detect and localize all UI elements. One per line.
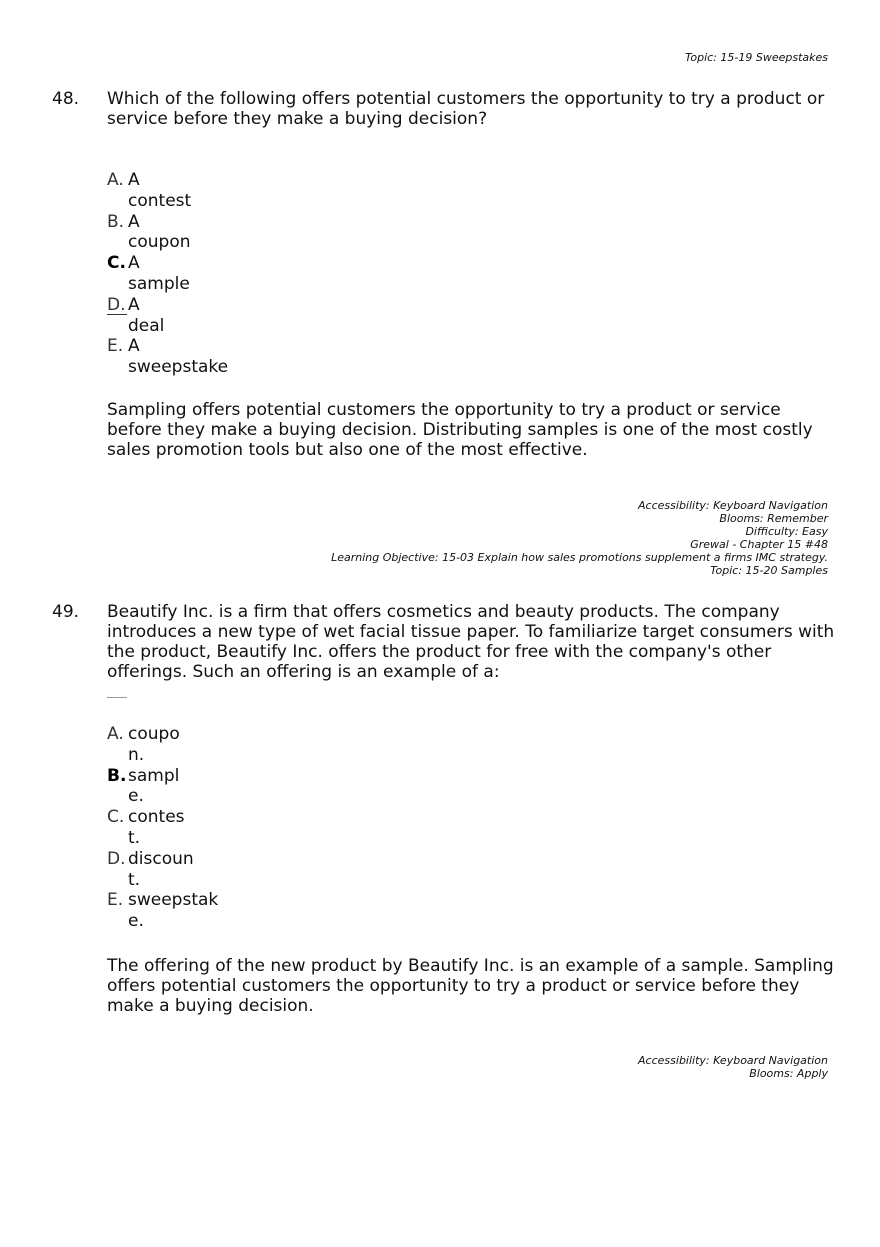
option-c-correct[interactable] bbox=[107, 253, 228, 295]
answer-blank-mark bbox=[107, 314, 127, 315]
option-text: coupo bbox=[128, 724, 180, 744]
option-text-continued: n. bbox=[128, 744, 145, 765]
option-e[interactable] bbox=[107, 890, 218, 932]
option-text: A bbox=[128, 253, 140, 274]
learning-objective-label: Learning Objective: 15-03 Explain how sales promotions supplement a firms IMC strategy. bbox=[331, 551, 828, 564]
option-text: A bbox=[128, 336, 140, 357]
option-letter: A. bbox=[107, 170, 124, 190]
previous-question-topic bbox=[685, 51, 828, 64]
question-49-stem: Beautify Inc. is a firm that offers cosmetics and beauty products. The company introduces a new type of wet facial tissue paper. To familiarize target consumers with the product, Beautify Inc. offers the product for free with the company's other offerings. Such an offering is an example of a: bbox=[107, 602, 835, 682]
option-d[interactable] bbox=[107, 849, 218, 891]
blooms-label: Blooms: Apply bbox=[749, 1067, 828, 1080]
option-letter: A. bbox=[107, 724, 124, 744]
question-49-metadata bbox=[638, 1054, 828, 1080]
option-text-continued: sweepstake bbox=[128, 357, 229, 378]
question-48-stem: Which of the following offers potential customers the opportunity to try a product or service before they make a buying decision? bbox=[107, 89, 825, 129]
option-text: contes bbox=[128, 807, 185, 828]
option-letter: B. bbox=[107, 211, 125, 232]
option-text: A bbox=[128, 170, 140, 190]
option-letter: D. bbox=[107, 848, 126, 869]
option-text-continued: deal bbox=[128, 315, 165, 336]
option-text: A bbox=[128, 211, 140, 232]
option-text-continued: e. bbox=[128, 911, 144, 932]
question-49-options bbox=[107, 724, 218, 932]
option-letter-correct: C. bbox=[107, 253, 126, 274]
option-letter-correct: B. bbox=[107, 765, 127, 786]
option-letter: C. bbox=[107, 807, 125, 828]
option-text-continued: e. bbox=[128, 786, 144, 807]
option-text: A bbox=[128, 294, 140, 315]
option-text-continued: contest bbox=[128, 190, 192, 211]
option-text: sweepstak bbox=[128, 890, 219, 911]
option-a[interactable] bbox=[107, 170, 228, 212]
blooms-label: Blooms: Remember bbox=[719, 512, 828, 525]
option-text-continued: t. bbox=[128, 827, 141, 848]
option-e[interactable] bbox=[107, 336, 228, 378]
option-text-continued: sample bbox=[128, 273, 190, 294]
option-b[interactable] bbox=[107, 212, 228, 254]
question-48-metadata bbox=[331, 499, 828, 577]
question-48-number: 48. bbox=[52, 89, 80, 109]
option-text: sampl bbox=[128, 765, 180, 786]
option-c[interactable] bbox=[107, 807, 218, 849]
option-d[interactable] bbox=[107, 295, 228, 337]
accessibility-label: Accessibility: Keyboard Navigation bbox=[638, 1054, 828, 1067]
option-b-correct[interactable] bbox=[107, 766, 218, 808]
question-48-explanation: Sampling offers potential customers the opportunity to try a product or service before they make a buying decision. Distributing samples is one of the most costly sales promotion tools but also one of the most effective. bbox=[107, 400, 813, 460]
option-letter: D. bbox=[107, 294, 126, 315]
accessibility-label: Accessibility: Keyboard Navigation bbox=[638, 499, 828, 512]
topic-label: Topic: 15-20 Samples bbox=[710, 564, 828, 577]
option-text-continued: coupon bbox=[128, 232, 191, 253]
topic-label: Topic: 15-19 Sweepstakes bbox=[685, 51, 828, 64]
option-a[interactable] bbox=[107, 724, 218, 766]
question-48-options bbox=[107, 170, 228, 378]
source-label: Grewal - Chapter 15 #48 bbox=[690, 538, 828, 551]
option-text: discoun bbox=[128, 848, 194, 869]
option-text-continued: t. bbox=[128, 869, 141, 890]
question-49-explanation: The offering of the new product by Beautify Inc. is an example of a sample. Sampling offers potential customers the opportunity to try a product or service before they make a buying decision. bbox=[107, 956, 834, 1016]
difficulty-label: Difficulty: Easy bbox=[745, 525, 828, 538]
option-letter: E. bbox=[107, 336, 124, 357]
option-letter: E. bbox=[107, 890, 124, 911]
question-49-number: 49. bbox=[52, 602, 80, 622]
answer-blank-line bbox=[107, 697, 127, 698]
